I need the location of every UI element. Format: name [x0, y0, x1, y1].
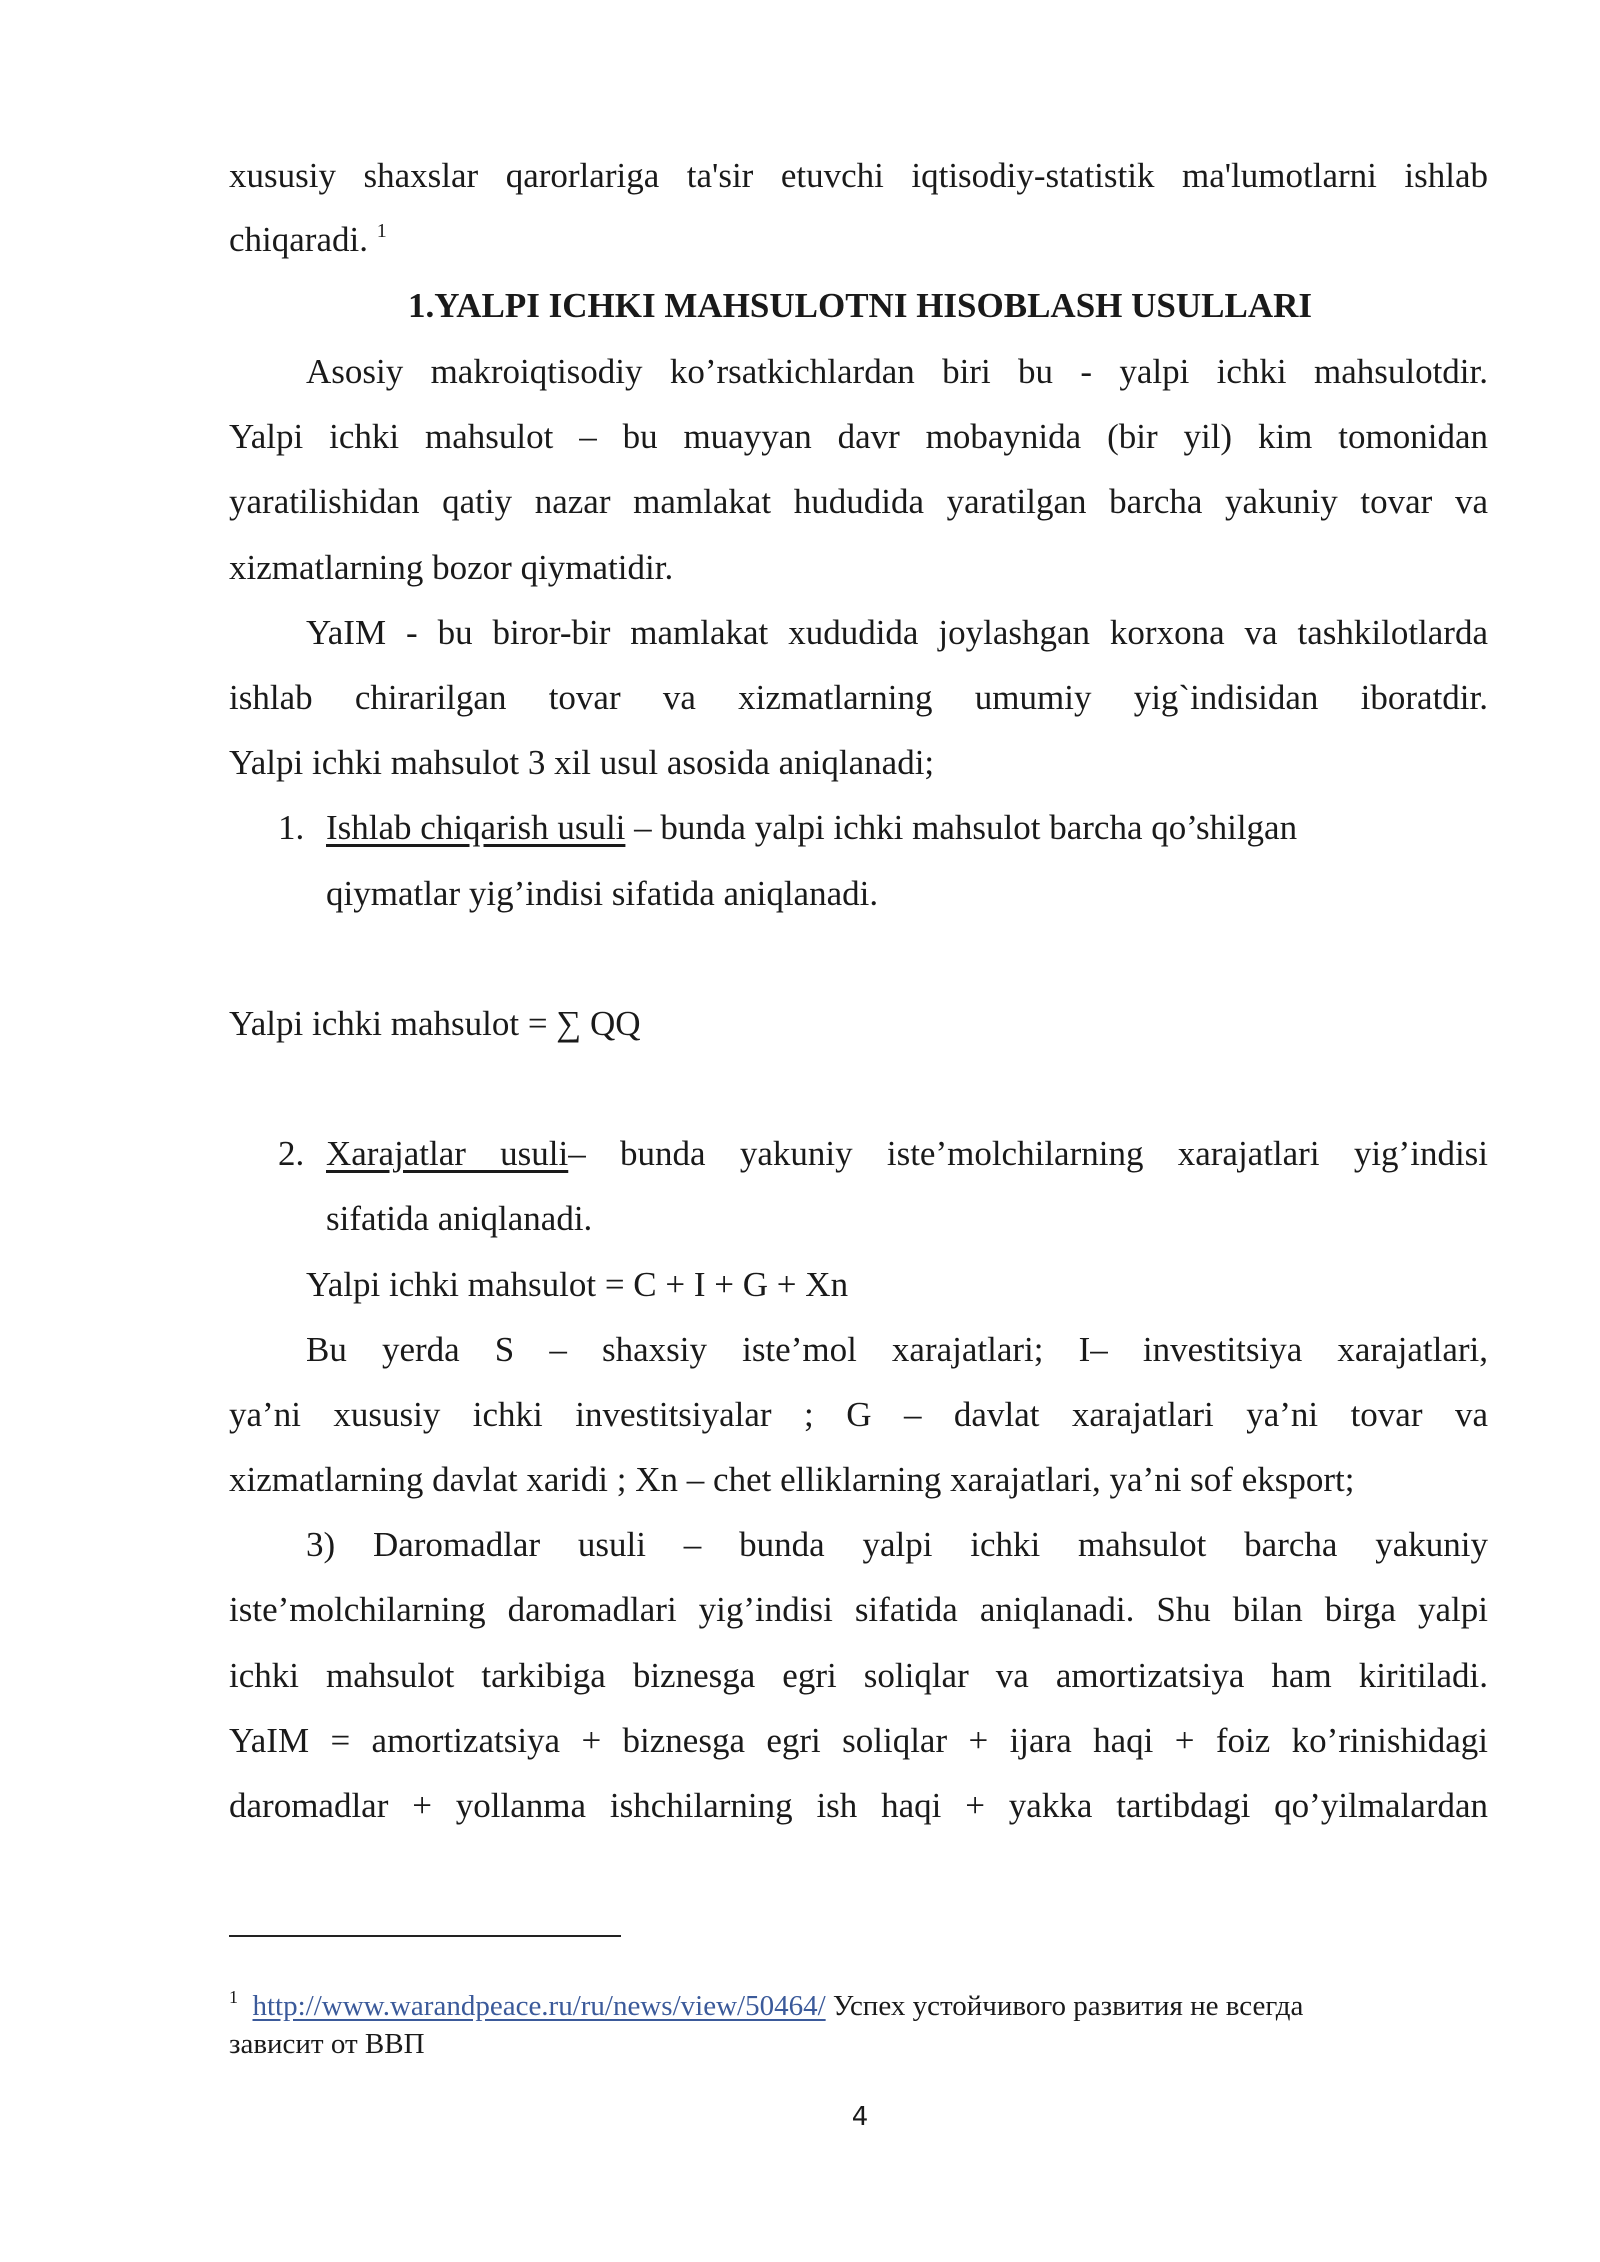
paragraph-line: xususiy shaxslar qarorlariga ta'sir etuvchi iqtisodiy-statistik ma'lumotlarni ishlab — [229, 156, 1488, 195]
paragraph-line: ya’ni xususiy ichki investitsiyalar ; G – davlat xarajatlari ya’ni tovar va — [229, 1395, 1488, 1434]
paragraph-line: xizmatlarning bozor qiymatidir. — [229, 548, 674, 587]
paragraph-line: Yalpi ichki mahsulot 3 xil usul asosida aniqlanadi; — [229, 743, 935, 782]
paragraph-line: Asosiy makroiqtisodiy ko’rsatkichlardan biri bu - yalpi ichki mahsulotdir. — [306, 352, 1488, 391]
footnote-link[interactable]: http://www.warandpeace.ru/ru/news/view/50464/ — [252, 1990, 826, 2022]
paragraph-line: YaIM = amortizatsiya + biznesga egri soliqlar + ijara haqi + foiz ko’rinishidagi — [229, 1721, 1488, 1760]
list-item-line: qiymatlar yig’indisi sifatida aniqlanadi. — [326, 874, 879, 913]
footnote-line: зависит от ВВП — [229, 2028, 425, 2060]
formula: Yalpi ichki mahsulot = ∑ QQ — [229, 1004, 641, 1043]
paragraph-line: yaratilishidan qatiy nazar mamlakat hududida yaratilgan barcha yakuniy tovar va — [229, 482, 1488, 521]
list-number: 1. — [278, 808, 305, 847]
method-term: Ishlab chiqarish usuli — [326, 808, 626, 847]
paragraph-line: Bu yerda S – shaxsiy iste’mol xarajatlari; I– investitsiya xarajatlari, — [306, 1330, 1488, 1369]
list-number: 2. — [278, 1134, 305, 1173]
list-item: Xarajatlar usuli– bunda yakuniy iste’molchilarning xarajatlari yig’indisi — [326, 1134, 1489, 1173]
paragraph-line: xizmatlarning davlat xaridi ; Xn – chet elliklarning xarajatlari, ya’ni sof eksport; — [229, 1460, 1355, 1499]
paragraph-line: ishlab chirarilgan tovar va xizmatlarning umumiy yig`indisidan iboratdir. — [229, 678, 1488, 717]
footnote-separator — [229, 1935, 621, 1937]
paragraph-line: Yalpi ichki mahsulot – bu muayyan davr mobaynida (bir yil) kim tomonidan — [229, 417, 1488, 456]
footnote: $^1$ http://www.warandpeace.ru/ru/news/view/50464/ Успех устойчивого развития не всегда — [229, 1987, 1304, 2022]
section-heading: 1.YALPI ICHKI MAHSULOTNI HISOBLASH USULLARI — [407, 286, 1313, 325]
page-number: 4 — [851, 2102, 869, 2132]
paragraph-line: iste’molchilarning daromadlari yig’indisi sifatida aniqlanadi. Shu bilan birga yalpi — [229, 1590, 1488, 1629]
paragraph-line: YaIM - bu biror-bir mamlakat xududida joylashgan korxona va tashkilotlarda — [306, 613, 1488, 652]
paragraph-line: 3) Daromadlar usuli – bunda yalpi ichki mahsulot barcha yakuniy — [306, 1525, 1488, 1564]
paragraph-line: daromadlar + yollanma ishchilarning ish haqi + yakka tartibdagi qo’yilmalardan — [229, 1786, 1488, 1825]
list-item-line: sifatida aniqlanadi. — [326, 1199, 593, 1238]
formula: Yalpi ichki mahsulot = C + I + G + Xn — [306, 1265, 849, 1304]
footnote-ref[interactable]: 1 — [376, 220, 387, 242]
paragraph-line: ichki mahsulot tarkibiga biznesga egri soliqlar va amortizatsiya ham kiritiladi. — [229, 1656, 1488, 1695]
footnote-number: 1 — [229, 1987, 238, 2007]
method-term: Xarajatlar usuli — [326, 1134, 569, 1173]
paragraph-line: chiqaradi. $^1$ — [229, 220, 387, 259]
list-item: Ishlab chiqarish usuli – bunda yalpi ichki mahsulot barcha qo’shilgan — [326, 808, 1298, 847]
